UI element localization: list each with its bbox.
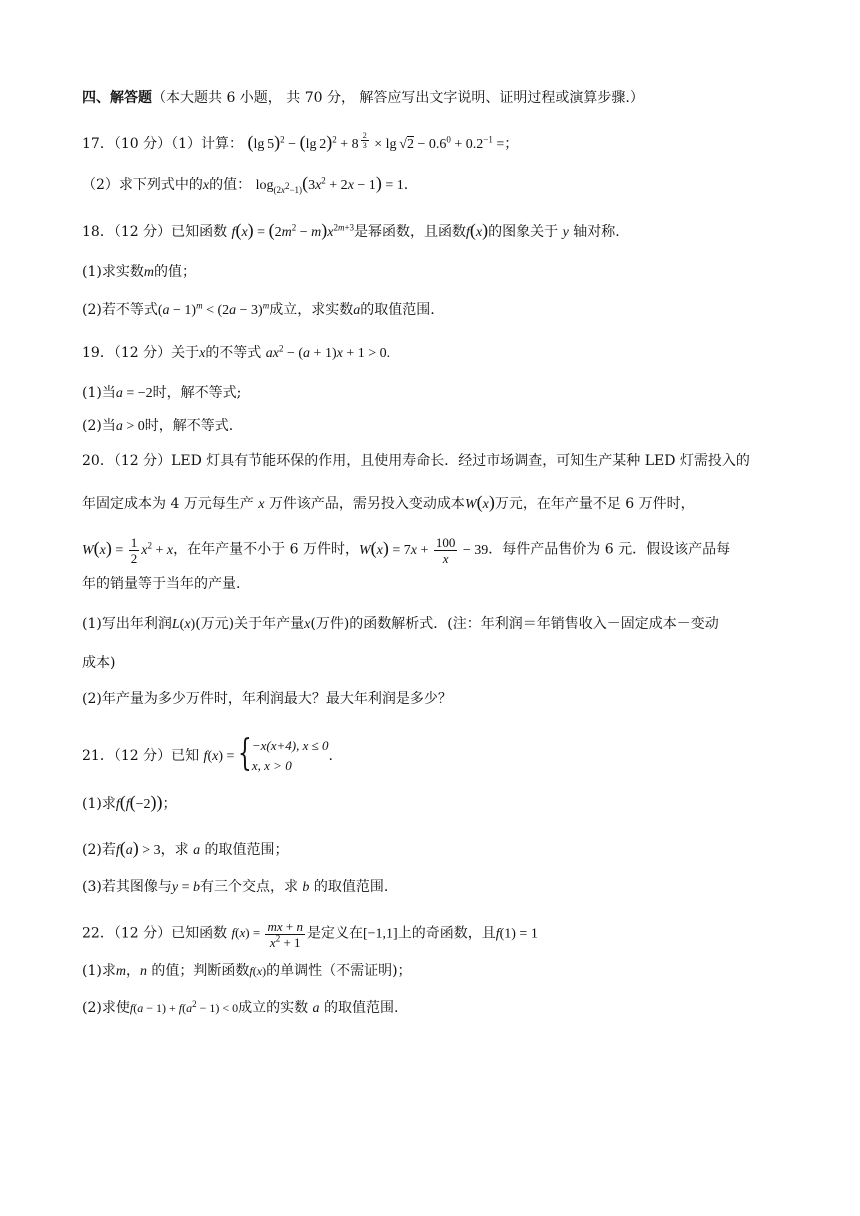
question-20-part-1-cont: 成本)	[82, 655, 116, 671]
question-19-part-2: (2)当a > 0时，解不等式.	[82, 418, 234, 434]
question-17-part-2: （2）求下列式中的x的值： $\log_{(2x^2-1)}(3x^2 + 2x - 1) = 1$.	[82, 173, 409, 195]
question-20-line-2: 年固定成本为 4 万元每生产 x 万件该产品，需另投入变动成本W(x)万元，在年产量不足 6 万件时，	[82, 492, 695, 512]
formula-17-1: (lg 5)$^2$ − (lg 2)$^2$ + 8 $^{\frac{2}{3}}$ × $\lg √2 - 0.6^0 + 0.2^{-1}$ =	[247, 131, 505, 153]
question-20-line-1: 20．（12 分）LED 灯具有节能环保的作用，且使用寿命长．经过市场调查，可知生产某种 LED 灯需投入的	[82, 453, 750, 469]
formula-17-2: $\log_{(2x^2-1)}(3x^2 + 2x - 1) = 1$	[255, 173, 404, 195]
question-20-line-3: W(x) = $\frac{1}{2}$ $x^2 + x$，在年产量不小于 6 万件时，W(x) = 7x + $\frac{100}{x}$ − 39．每件产品售价为 6 元．假设该产品每	[82, 535, 731, 566]
question-21-part-1: (1)求f(f(−2))；	[82, 792, 177, 812]
formula-18-f: $f(x) = (2m^2 - m)x^{2m+3}$	[231, 220, 355, 240]
question-21-part-3: (3)若其图像与y = b有三个交点，求 b 的取值范围.	[82, 879, 389, 895]
section-note: （本大题共 6 小题， 共 70 分， 解答应写出文字说明、证明过程或演算步骤.）	[152, 90, 644, 106]
question-19-part-1: (1)当a = −2时，解不等式;	[82, 385, 242, 401]
question-18-intro: 18．（12 分）已知函数 $f(x) = (2m^2 - m)x^{2m+3}$是幂函数，且函数f(x)的图象关于 y 轴对称.	[82, 220, 620, 240]
formula-19: $ax^2 - (a + 1)x + 1 > 0$.	[265, 343, 391, 361]
question-21-intro: 21．（12 分）已知 f(x) = { −x(x+4), x ≤ 0 x, x > 0 .	[82, 733, 333, 774]
question-18-part-2: (2)若不等式$(a - 1)^m < (2a - 3)^m$成立，求实数a的取值范围.	[82, 300, 435, 318]
question-22-part-1: (1)求m，n 的值；判断函数f(x)的单调性（不需证明)；	[82, 963, 412, 979]
section-title: 四、解答题	[82, 90, 152, 106]
question-17-part-1: 17．（10 分）（1）计算： (lg 5)$^2$ − (lg 2)$^2$ + 8 $^{\frac{2}{3}}$ × $\lg √2 - 0.6^0 + 0.2^{-1}$ =；	[82, 131, 519, 153]
question-20-part-2: (2)年产量为多少万件时，年利润最大？最大年利润是多少？	[82, 691, 452, 707]
question-22-part-2: (2)求使$f(a - 1) + f(a^2 - 1) < 0$成立的实数 a 的取值范围.	[82, 999, 399, 1016]
piecewise-definition: { −x(x+4), x ≤ 0 x, x > 0	[237, 733, 329, 774]
question-19-intro: 19．（12 分）关于x的不等式 $ax^2 - (a + 1)x + 1 > 0$.	[82, 343, 391, 361]
section-header	[82, 88, 644, 108]
question-20-part-1: (1)写出年利润L(x)(万元)关于年产量x(万件)的函数解析式．(注：年利润＝年销售收入－固定成本－变动	[82, 616, 719, 632]
question-18-part-1: (1)求实数m的值；	[82, 264, 196, 280]
question-22-intro: 22．（12 分）已知函数 f(x) = $\frac{mx + n}{x^2 + 1}$ 是定义在[−1,1]上的奇函数，且f(1) = 1	[82, 919, 538, 950]
question-21-part-2: (2)若f(a) > 3，求 a 的取值范围；	[82, 838, 289, 858]
question-20-line-4: 年的销量等于当年的产量.	[82, 576, 241, 592]
